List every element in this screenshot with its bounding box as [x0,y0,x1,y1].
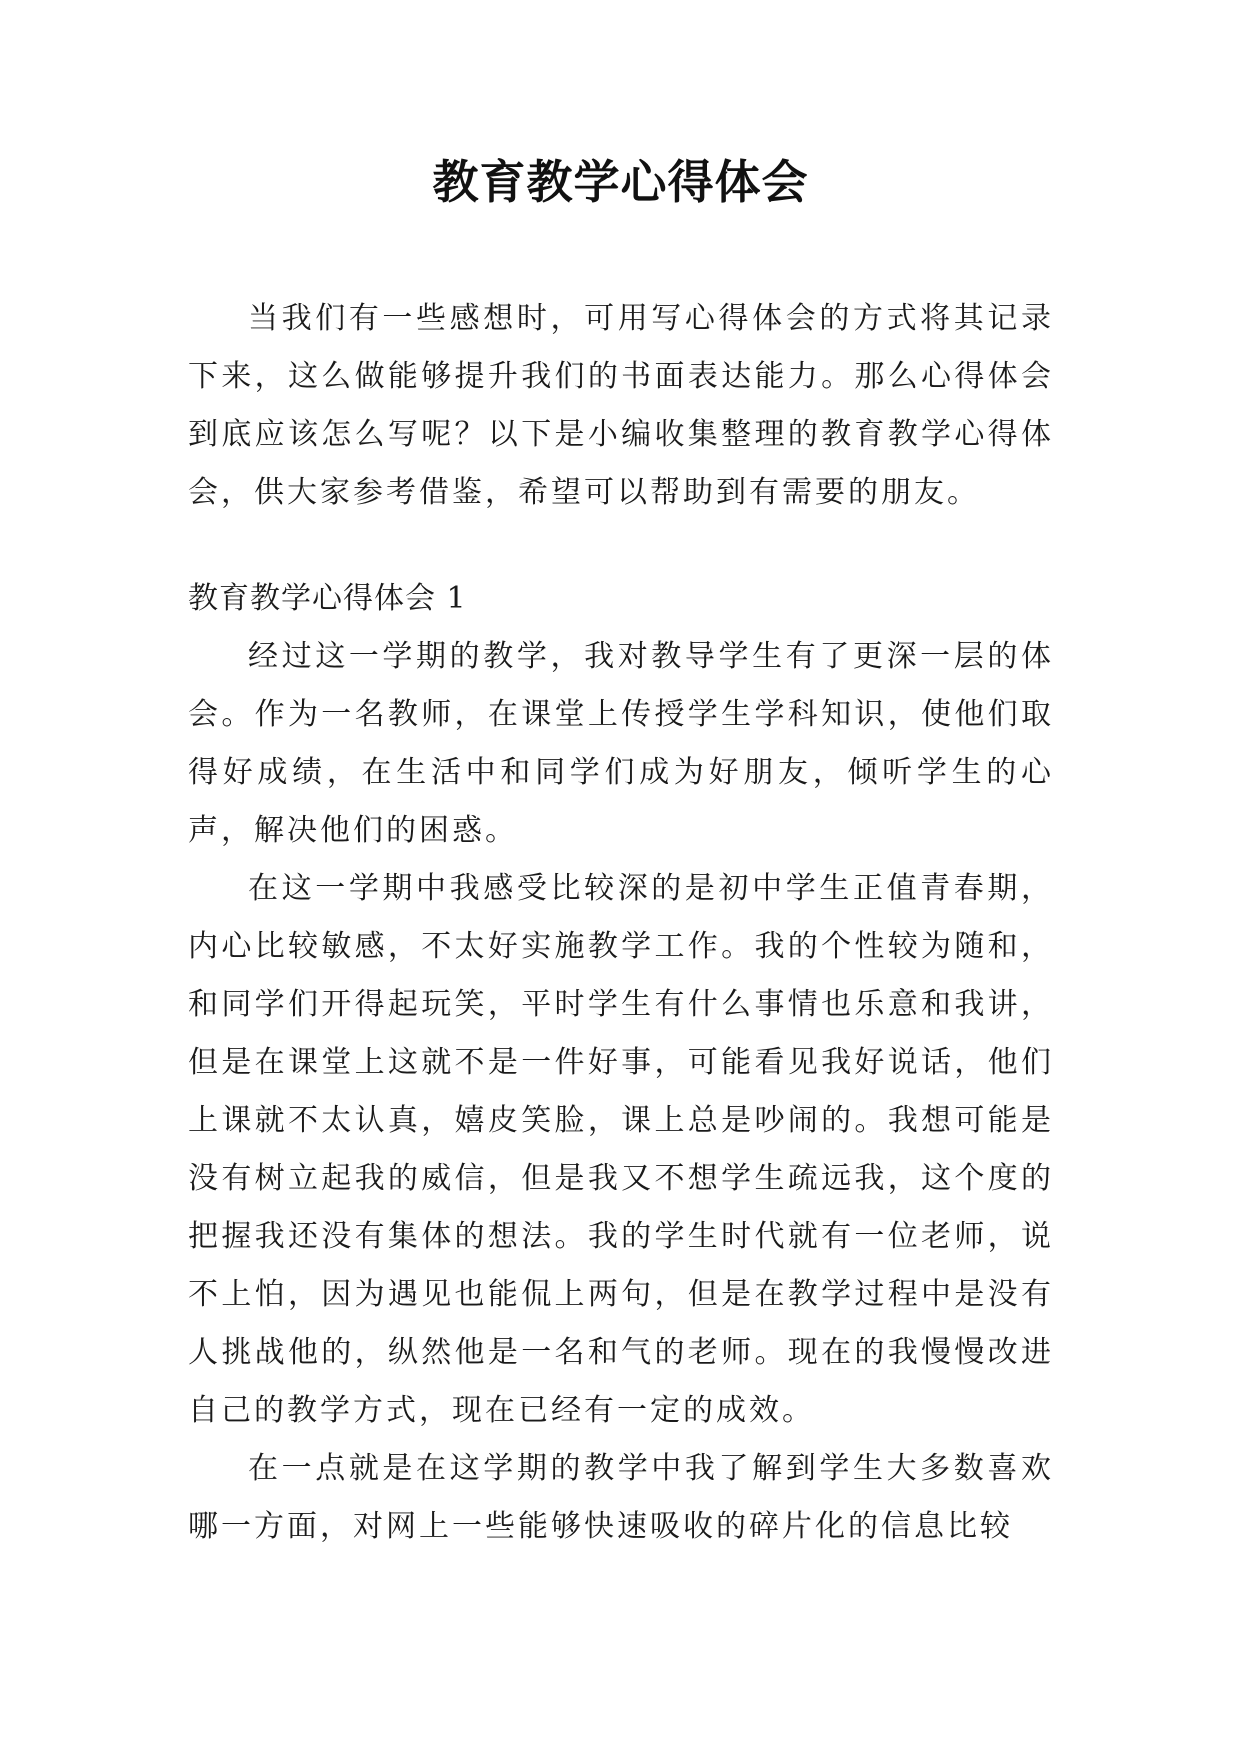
document-body [188,290,1054,1556]
intro-paragraph: 当我们有一些感想时，可用写心得体会的方式将其记录下来，这么做能够提升我们的书面表达能力。那么心得体会到底应该怎么写呢？以下是小编收集整理的教育教学心得体会，供大家参考借鉴，希望可以帮助到有需要的朋友。 [188,301,1054,510]
body-paragraph-3: 在一点就是在这学期的教学中我了解到学生大多数喜欢哪一方面，对网上一些能够快速吸收的碎片化的信息比较 [188,1451,1054,1544]
body-paragraph-1: 经过这一学期的教学，我对教导学生有了更深一层的体会。作为一名教师，在课堂上传授学生学科知识，使他们取得好成绩，在生活中和同学们成为好朋友，倾听学生的心声，解决他们的困惑。 [188,639,1054,848]
section-heading: 教育教学心得体会 1 [188,581,467,616]
document-title: 教育教学心得体会 [432,155,809,209]
body-paragraph-2: 在这一学期中我感受比较深的是初中学生正值青春期，内心比较敏感，不太好实施教学工作。我的个性较为随和，和同学们开得起玩笑，平时学生有什么事情也乐意和我讲，但是在课堂上这就不是一件好事，可能看见我好说话，他们上课就不太认真，嬉皮笑脸，课上总是吵闹的。我想可能是没有树立起我的威信，但是我又不想学生疏远我，这个度的把握我还没有集体的想法。我的学生时代就有一位老师，说不上怕，因为遇见也能侃上两句，但是在教学过程中是没有人挑战他的，纵然他是一名和气的老师。现在的我慢慢改进自己的教学方式，现在已经有一定的成效。 [188,871,1054,1428]
